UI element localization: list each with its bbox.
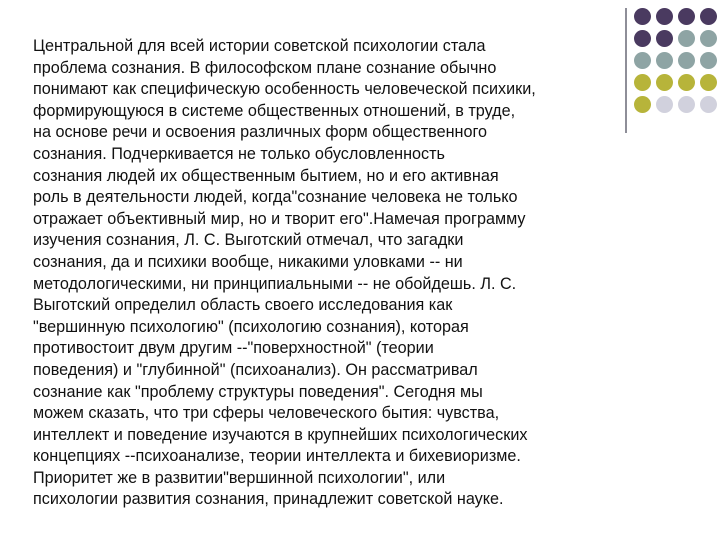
decorative-dot <box>634 96 651 113</box>
decorative-dot <box>634 74 651 91</box>
decorative-dot <box>700 96 717 113</box>
decorative-dot <box>678 74 695 91</box>
slide-body-text: Центральной для всей истории советской психологии стала проблема сознания. В философском плане сознание обычно понимают как специфическую особенность человеческой психики, формирующуюся в системе общественных отношений, в труде, на основе речи и освоения различных форм общественного сознания. Подчеркивается не только обусловленность сознания людей их общественным бытием, но и его активная роль в деятельности людей, когда"сознание человека не только отражает объективный мир, но и творит его".Намечая программу изучения сознания, Л. С. Выготский отмечал, что загадки сознания, да и психики вообще, никакими уловками -- ни методологическими, ни принципиальными -- не обойдешь. Л. С. Выготский определил область своего исследования как "вершинную психологию" (психологию сознания), которая противостоит двум другим --"поверхностной" (теории поведения) и "глубинной" (психоанализ). Он рассматривал сознание как "проблему структуры поведения". Сегодня мы можем сказать, что три сферы человеческого бытия: чувства, интеллект и поведение изучаются в крупнейших психологических концепциях --психоанализе, теории интеллекта и бихевиоризме. Приоритет же в развитии"вершинной психологии", или психологии развития сознания, принадлежит советской науке. <box>33 37 536 509</box>
decorative-dot <box>634 52 651 69</box>
decorative-dot <box>656 30 673 47</box>
decorative-dot <box>678 30 695 47</box>
decorative-dot <box>700 74 717 91</box>
decorative-dot <box>656 96 673 113</box>
decorative-dot <box>634 30 651 47</box>
decorative-dot <box>634 8 651 25</box>
decorative-dot <box>678 96 695 113</box>
vertical-divider <box>625 8 627 133</box>
decorative-dot <box>700 8 717 25</box>
decorative-dot <box>700 52 717 69</box>
decorative-dot <box>656 74 673 91</box>
decorative-dot <box>656 8 673 25</box>
decorative-dot <box>656 52 673 69</box>
decorative-dot <box>678 52 695 69</box>
decorative-dot-grid <box>634 8 717 113</box>
decorative-dot <box>678 8 695 25</box>
decorative-dot <box>700 30 717 47</box>
